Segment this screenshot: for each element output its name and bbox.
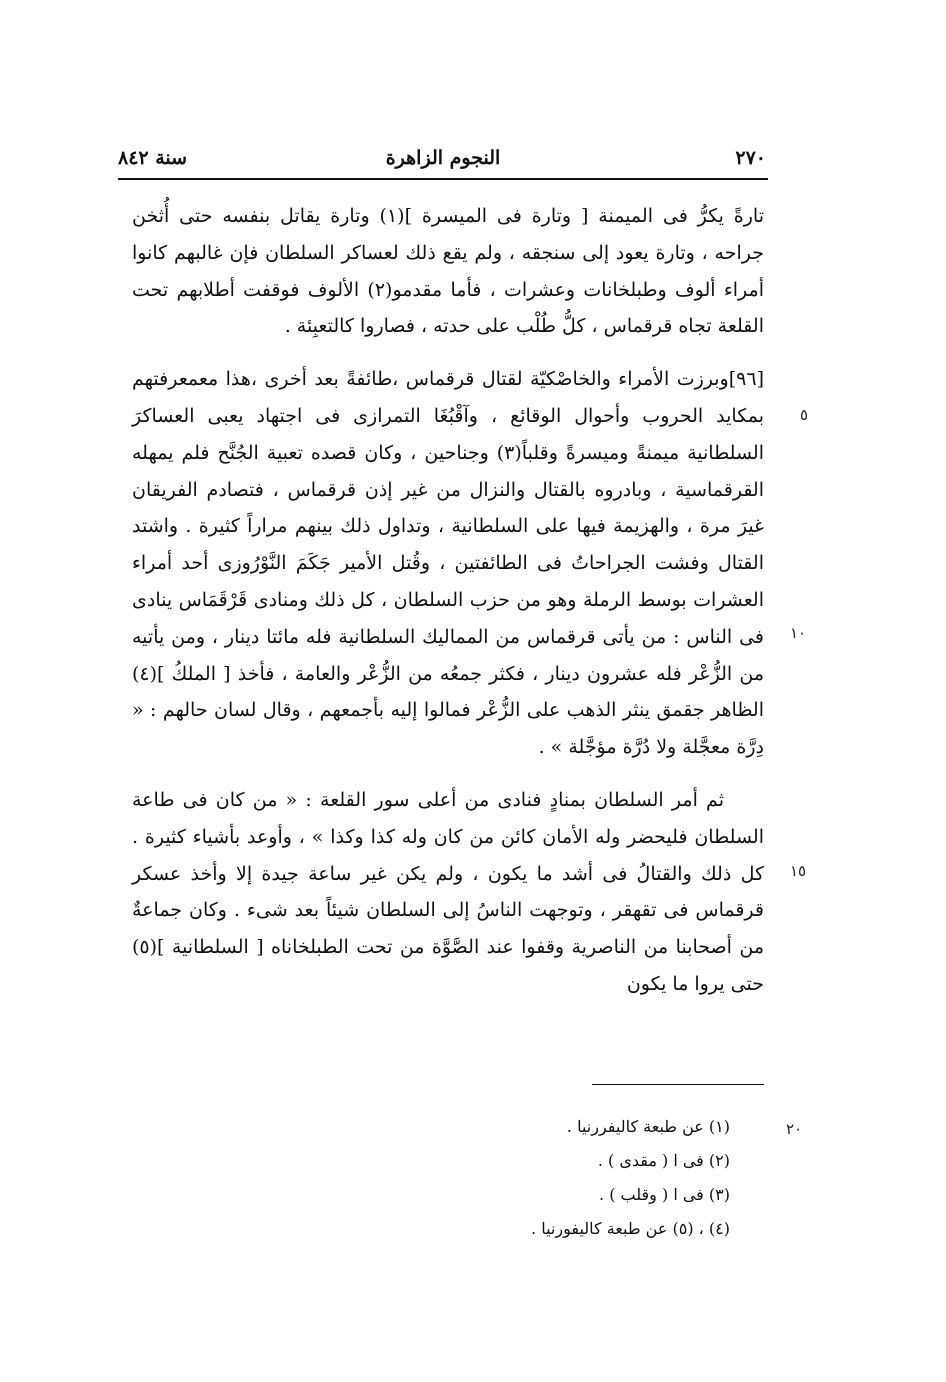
header-rule (118, 178, 768, 180)
year-label: سنة ٨٤٢ (118, 147, 188, 169)
footnotes (400, 1110, 730, 1246)
line-number-5: ٥ (800, 406, 809, 424)
footnote-rule (592, 1084, 764, 1085)
paragraph-2: [٩٦]وبرزت الأمراء والخاصْكيّة لقتال قرقماس ،طائفةً بعد أخرى ،هذا معمعرفتهم بمكايد الحروب وأحوال الوقائع ، وآقْبُغَا التمرازى فى اجتهاد يعبى العساكرَ السلطانية ميمنةً وميسرةً وقلباً(٣) وجناحين ، وكان قصده تعبية الجُنَّح فلم يمهله القرقماسية ، وبادروه بالقتال والنزال من غير إذن قرقماس ، فتصادم الفريقان غيرَ مرة ، والهزيمة فيها على السلطانية ، وتداول ذلك بينهم مراراً كثيرة . واشتد القتال وفشت الجراحاتُ فى الطائفتين ، وقُتل الأمير جَكَمَ النَّوْرُوزى أحد أمراء العشرات بوسط الرملة وهو من حزب السلطان ، كل ذلك ومنادى قَرْقَمَاس ينادى فى الناس : من يأتى قرقماس من المماليك السلطانية فله مائتا دينار ، ومن يأتيه من الزُّعْر فله عشرون دينار ، فكثر جمعُه من الزُّعْر والعامة ، فأخذ [ الملكُ ](٤) الظاهر جقمق ينثر الذهب على الزُّعْر فمالوا إليه بأجمعهم ، وقال لسان حالهم : « دِرَّة معجَّلة ولا دُرَّة مؤجَّلة » . (132, 368, 764, 759)
footnote-4: (٤) ، (٥) عن طبعة كاليفورنيا . (531, 1219, 730, 1238)
line-number-15: ١٥ (790, 862, 807, 880)
paragraph-1: تارةً يكرُّ فى الميمنة [ وتارة فى الميسرة ](١) وتارة يقاتل بنفسه حتى أُثخن جراحه ، وتارة يعود إلى سنجقه ، ولم يقع ذلك لعساكر السلطان فإن غالبهم كانوا أمراء ألوف وطبلخانات وعشرات ، فأما مقدمو(٢) الألوف فوقفت أطلابهم تحت القلعة تجاه قرقماس ، كلُّ طُلْب على حدته ، فصاروا كالتعبِئة . (132, 205, 765, 338)
line-number-20: ٢٠ (786, 1120, 803, 1138)
footnote-3: (٣) فى ا ( وقلب ) . (599, 1185, 730, 1204)
running-header (118, 142, 768, 174)
footnote-2: (٢) فى ا ( مقدى ) . (597, 1151, 730, 1170)
main-text (132, 198, 764, 1019)
footnote-1: (١) عن طبعة كاليفررنيا . (566, 1117, 730, 1136)
page-number: ٢٧٠ (735, 147, 766, 169)
paragraph-3: ثم أمر السلطان بمنادٍ فنادى من أعلى سور القلعة : « من كان فى طاعة السلطان فليحضر وله الأمان كائن من كان وله كذا وكذا » ، وأوعد بأشياء كثيرة . كل ذلك والقتالُ فى أشد ما يكون ، ولم يكن غير ساعة جيدة إلا وأخذ عسكر قرقماس فى تقهقر ، وتوجهت الناسُ إلى السلطان شيئاً بعد شىء . وكان جماعةٌ من أصحابنا من الناصرية وقفوا عند الصَّوَّة من تحت الطبلخاناه [ السلطانية ](٥) حتى يروا ما يكون (132, 788, 764, 995)
book-title: النجوم الزاهرة (385, 147, 501, 169)
line-number-10: ١٠ (790, 624, 807, 642)
